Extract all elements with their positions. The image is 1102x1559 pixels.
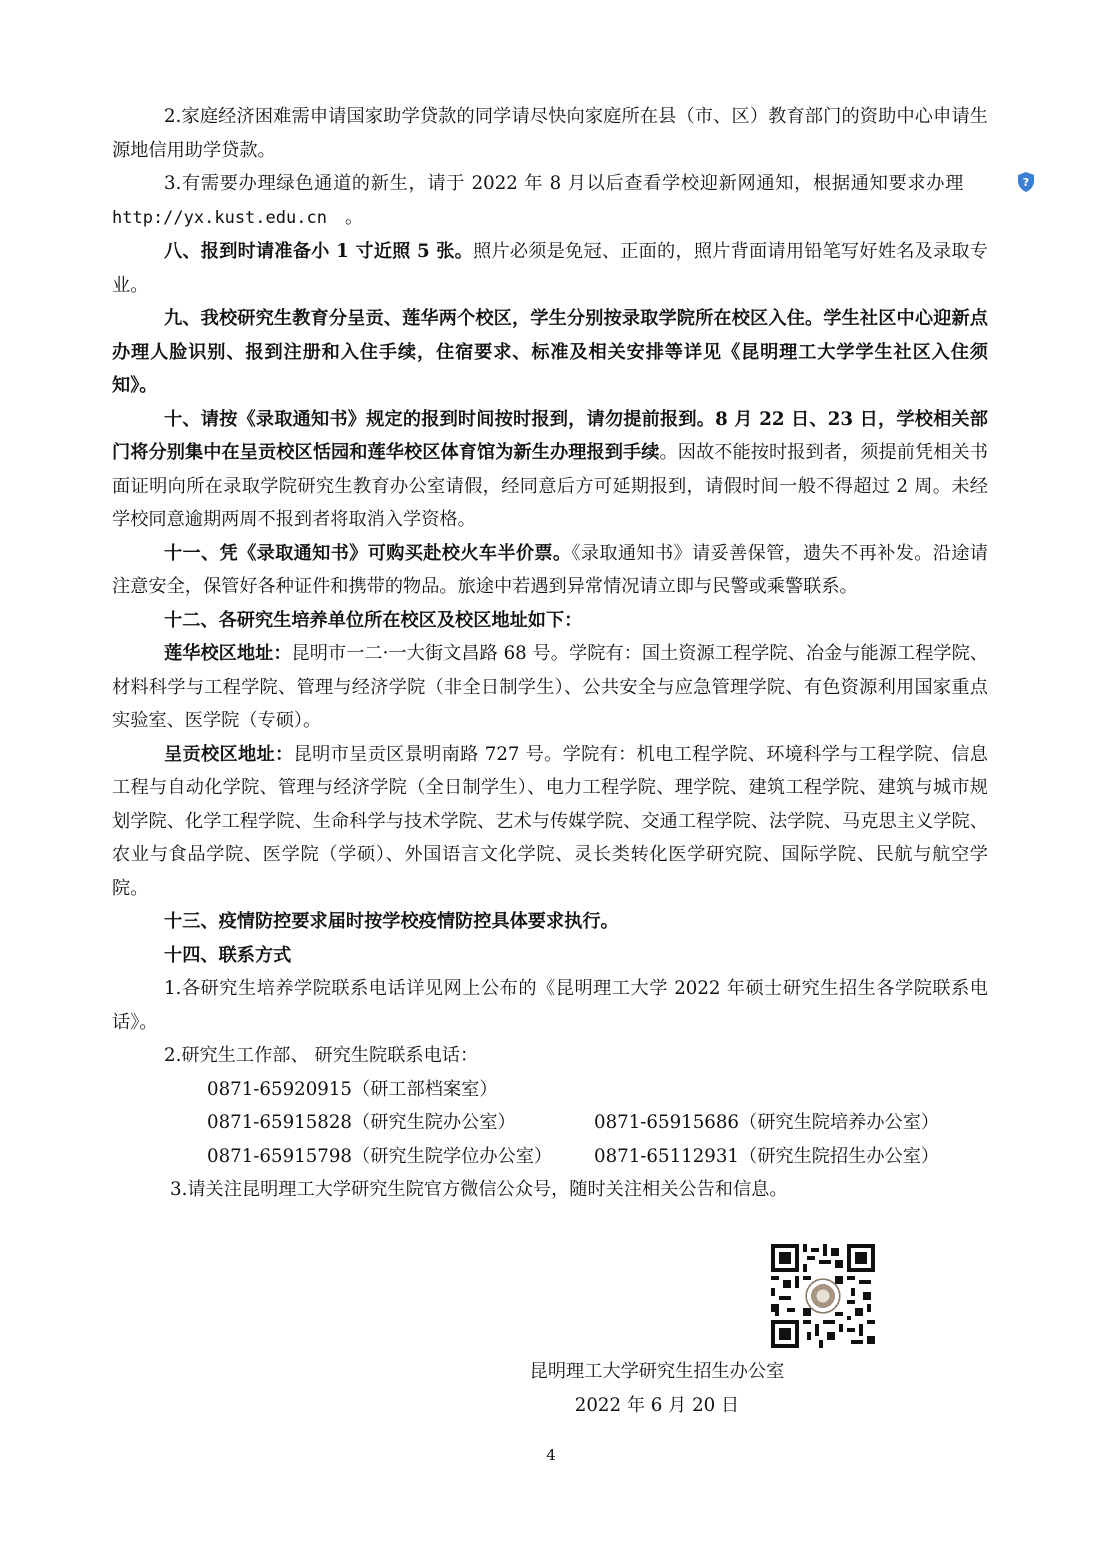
- svg-text:?: ?: [1022, 176, 1030, 189]
- phone-archive: 0871-65920915（研工部档案室）: [207, 1078, 498, 1100]
- section-8-text: 照片必须是免冠、正面的，照片背面请用铅笔写好姓名及录取专业。: [112, 241, 988, 296]
- lianhua-campus-text: 昆明市一二·一大街文昌路 68 号。学院有：国土资源工程学院、冶金与能源工程学院、材料科学与工程学院、管理与经济学院（非全日制学生）、公共安全与应急管理学院、有色资源利用国家重点实验室、医学院（专硕）。: [112, 643, 988, 731]
- phone-row-3: [112, 1140, 988, 1174]
- page-number: 4: [546, 1446, 556, 1464]
- section-12-heading: 十二、各研究生培养单位所在校区及校区地址如下：: [164, 609, 583, 631]
- signature-date: 2022 年 6 月 20 日: [574, 1394, 740, 1416]
- chenggong-campus-label: 呈贡校区地址：: [164, 743, 294, 765]
- section-13: 十三、疫情防控要求届时按学校疫情防控具体要求执行。: [164, 911, 619, 932]
- document-body: [112, 100, 1030, 1207]
- section-8-heading: 八、报到时请准备小 1 寸近照 5 张。: [164, 241, 474, 262]
- para-green-channel-text: 3.有需要办理绿色通道的新生，请于 2022 年 8 月以后查看学校迎新网通知，根据通知要求办理: [164, 173, 964, 194]
- section-8: [112, 235, 988, 302]
- section-11-heading: 十一、凭《录取通知书》可购买赴校火车半价票。: [164, 542, 572, 564]
- chenggong-campus-text: 昆明市呈贡区景明南路 727 号。学院有：机电工程学院、环境科学与工程学院、信息工程与自动化学院、管理与经济学院（全日制学生）、电力工程学院、理学院、建筑工程学院、建筑与城市规划学院、化学工程学院、生命科学与技术学院、艺术与传媒学院、交通工程学院、法学院、马克思主义学院、农业与食品学院、医学院（学硕）、外国语言文化学院、灵长类转化医学研究院、国际学院、民航与航空学院。: [112, 743, 988, 899]
- shield-link-icon: [964, 171, 1030, 193]
- phone-office: 0871-65915828（研究生院办公室）: [207, 1112, 516, 1133]
- contact-item-2: 2.研究生工作部、 研究生院联系电话：: [164, 1045, 479, 1066]
- contact-item-1: 1.各研究生培养学院联系电话详见网上公布的《昆明理工大学 2022 年硕士研究生招生各学院联系电话》。: [112, 978, 988, 1033]
- contact-item-3: 3.请关注昆明理工大学研究生院官方微信公众号，随时关注相关公告和信息。: [170, 1179, 788, 1200]
- section-10-text: 。因故不能按时报到者，须提前凭相关书面证明向所在录取学院研究生教育办公室请假，经同意后方可延期报到，请假时间一般不得超过 2 周。未经学校同意逾期两周不报到者将取消入学资格。: [112, 442, 988, 530]
- signature-org: 昆明理工大学研究生招生办公室: [529, 1361, 785, 1382]
- para-green-channel-end: 。: [344, 206, 364, 228]
- section-9: 九、我校研究生教育分呈贡、莲华两个校区，学生分别按录取学院所在校区入住。学生社区中心迎新点办理人脸识别、报到注册和入住手续，住宿要求、标准及相关安排等详见《昆明理工大学学生社区入住须知》。: [112, 308, 988, 396]
- section-14-heading: 十四、联系方式: [164, 944, 292, 966]
- para-green-channel: [112, 167, 1030, 235]
- chenggong-campus: [112, 738, 988, 906]
- phone-row-2: [112, 1106, 988, 1140]
- section-11-text: 《录取通知书》请妥善保管，遗失不再补发。沿途请注意安全，保管好各种证件和携带的物品。旅途中若遇到异常情况请立即与民警或乘警联系。: [112, 542, 988, 597]
- welcome-site-link[interactable]: http://yx.kust.edu.cn: [112, 207, 327, 228]
- phone-degree: 0871-65915798（研究生院学位办公室）: [207, 1145, 553, 1167]
- signature-block: [512, 1355, 802, 1422]
- section-10: [112, 403, 988, 537]
- wechat-qr-code-icon: [771, 1244, 875, 1348]
- lianhua-campus: [112, 637, 988, 738]
- section-11: [112, 537, 988, 604]
- phone-training: 0871-65915686（研究生院培养办公室）: [594, 1112, 940, 1133]
- phone-admissions: 0871-65112931（研究生院招生办公室）: [594, 1145, 940, 1167]
- lianhua-campus-label: 莲华校区地址：: [164, 643, 292, 664]
- section-10-heading: 十、请按《录取通知书》规定的报到时间按时报到，请勿提前报到。8 月 22 日、23 日，学校相关部门将分别集中在呈贡校区恬园和莲华校区体育馆为新生办理报到手续: [112, 408, 988, 463]
- para-loan: 2.家庭经济困难需申请国家助学贷款的同学请尽快向家庭所在县（市、区）教育部门的资助中心申请生源地信用助学贷款。: [112, 106, 988, 161]
